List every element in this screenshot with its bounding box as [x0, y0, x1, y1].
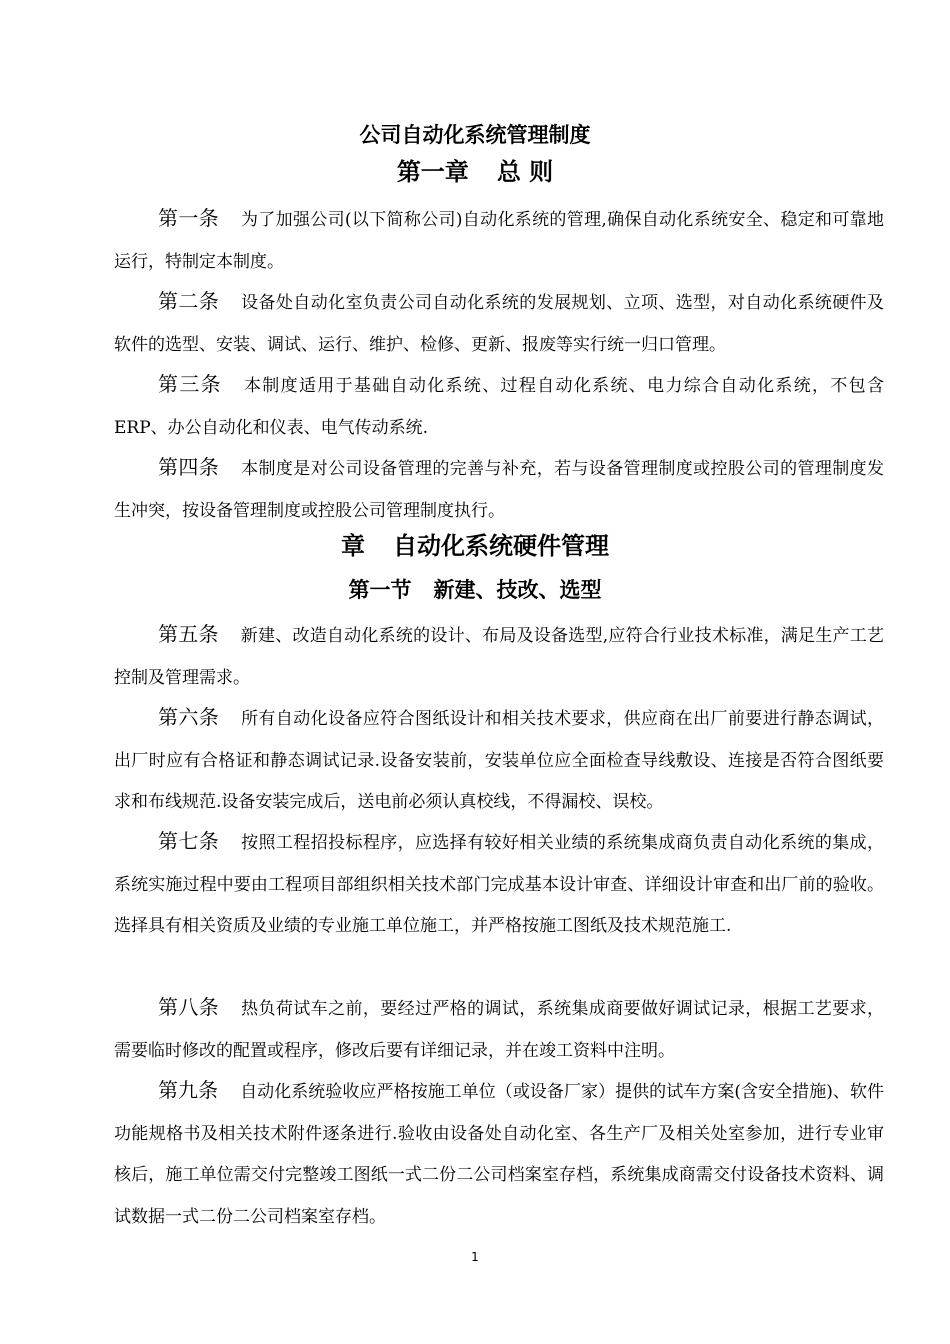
article-text: 本制度适用于基础自动化系统、过程自动化系统、电力综合自动化系统，不包含ERP、办公自动化和仪表、电气传动系统.: [114, 376, 885, 438]
article-1: [114, 198, 884, 283]
chapter-2-name: 自动化系统硬件管理: [393, 531, 609, 560]
section-1-name: 新建、技改、选型: [433, 577, 602, 602]
article-number: 第一条: [158, 206, 219, 230]
article-number: 第六条: [158, 705, 220, 729]
article-text: 设备处自动化室负责公司自动化系统的发展规划、立项、选型，对自动化系统硬件及软件的选型、安装、调试、运行、维护、检修、更新、报废等实行统一归口管理。: [114, 293, 885, 355]
article-3: [114, 364, 884, 449]
chapter-2-label: 章: [341, 531, 365, 560]
page-number: 1: [471, 1250, 479, 1264]
article-text: 本制度是对公司设备管理的完善与补充，若与设备管理制度或控股公司的管理制度发生冲突，按设备管理制度或控股公司管理制度执行。: [114, 459, 885, 521]
section-1-label: 第一节: [348, 577, 412, 602]
article-number: 第八条: [158, 995, 220, 1019]
article-9: [114, 1070, 884, 1238]
chapter-1-label: 第一章: [396, 157, 469, 186]
article-text: 所有自动化设备应符合图纸设计和相关技术要求，供应商在出厂前要进行静态调试，出厂时应有合格证和静态调试记录.设备安装前，安装单位应全面检查导线敷设、连接是否符合图纸要求和布线规范.设备安装完成后，送电前必须认真校线，不得漏校、误校。: [114, 709, 885, 812]
article-text: 按照工程招投标程序，应选择有较好相关业绩的系统集成商负责自动化系统的集成，系统实施过程中要由工程项目部组织相关技术部门完成基本设计审查、详细设计审查和出厂前的验收。选择具有相关资质及业绩的专业施工单位施工，并严格按施工图纸及技术规范施工.: [114, 833, 885, 936]
article-number: 第四条: [158, 455, 220, 479]
article-4: [114, 447, 884, 532]
article-text: 热负荷试车之前，要经过严格的调试，系统集成商要做好调试记录，根据工艺要求，需要临时修改的配置或程序，修改后要有详细记录，并在竣工资料中注明。: [114, 999, 885, 1061]
article-5: [114, 614, 884, 699]
article-text: 自动化系统验收应严格按施工单位（或设备厂家）提供的试车方案(含安全措施)、软件功能规格书及相关技术附件逐条进行.验收由设备处自动化室、各生产厂及相关处室参加，进行专业审核后，施工单位需交付完整竣工图纸一式二份二公司档案室存档，系统集成商需交付设备技术资料、调试数据一式二份二公司档案室存档。: [114, 1082, 885, 1227]
article-number: 第九条: [158, 1078, 219, 1102]
chapter-1-name: 总 则: [496, 157, 554, 186]
article-2: [114, 281, 884, 366]
article-text: 为了加强公司(以下简称公司)自动化系统的管理,确保自动化系统安全、稳定和可靠地运行，特制定本制度。: [114, 210, 885, 272]
article-number: 第三条: [158, 372, 222, 396]
article-number: 第五条: [158, 622, 219, 646]
chapter-2-heading: [0, 529, 950, 563]
article-number: 第七条: [158, 829, 220, 853]
document-title: 公司自动化系统管理制度: [359, 123, 591, 147]
article-text: 新建、改造自动化系统的设计、布局及设备选型,应符合行业技术标准，满足生产工艺控制及管理需求。: [114, 626, 885, 688]
article-number: 第二条: [158, 289, 220, 313]
article-8: [114, 987, 884, 1072]
chapter-1-heading: [0, 155, 950, 189]
article-7: [114, 821, 884, 948]
article-6: [114, 697, 884, 824]
section-1-heading: [0, 575, 950, 605]
